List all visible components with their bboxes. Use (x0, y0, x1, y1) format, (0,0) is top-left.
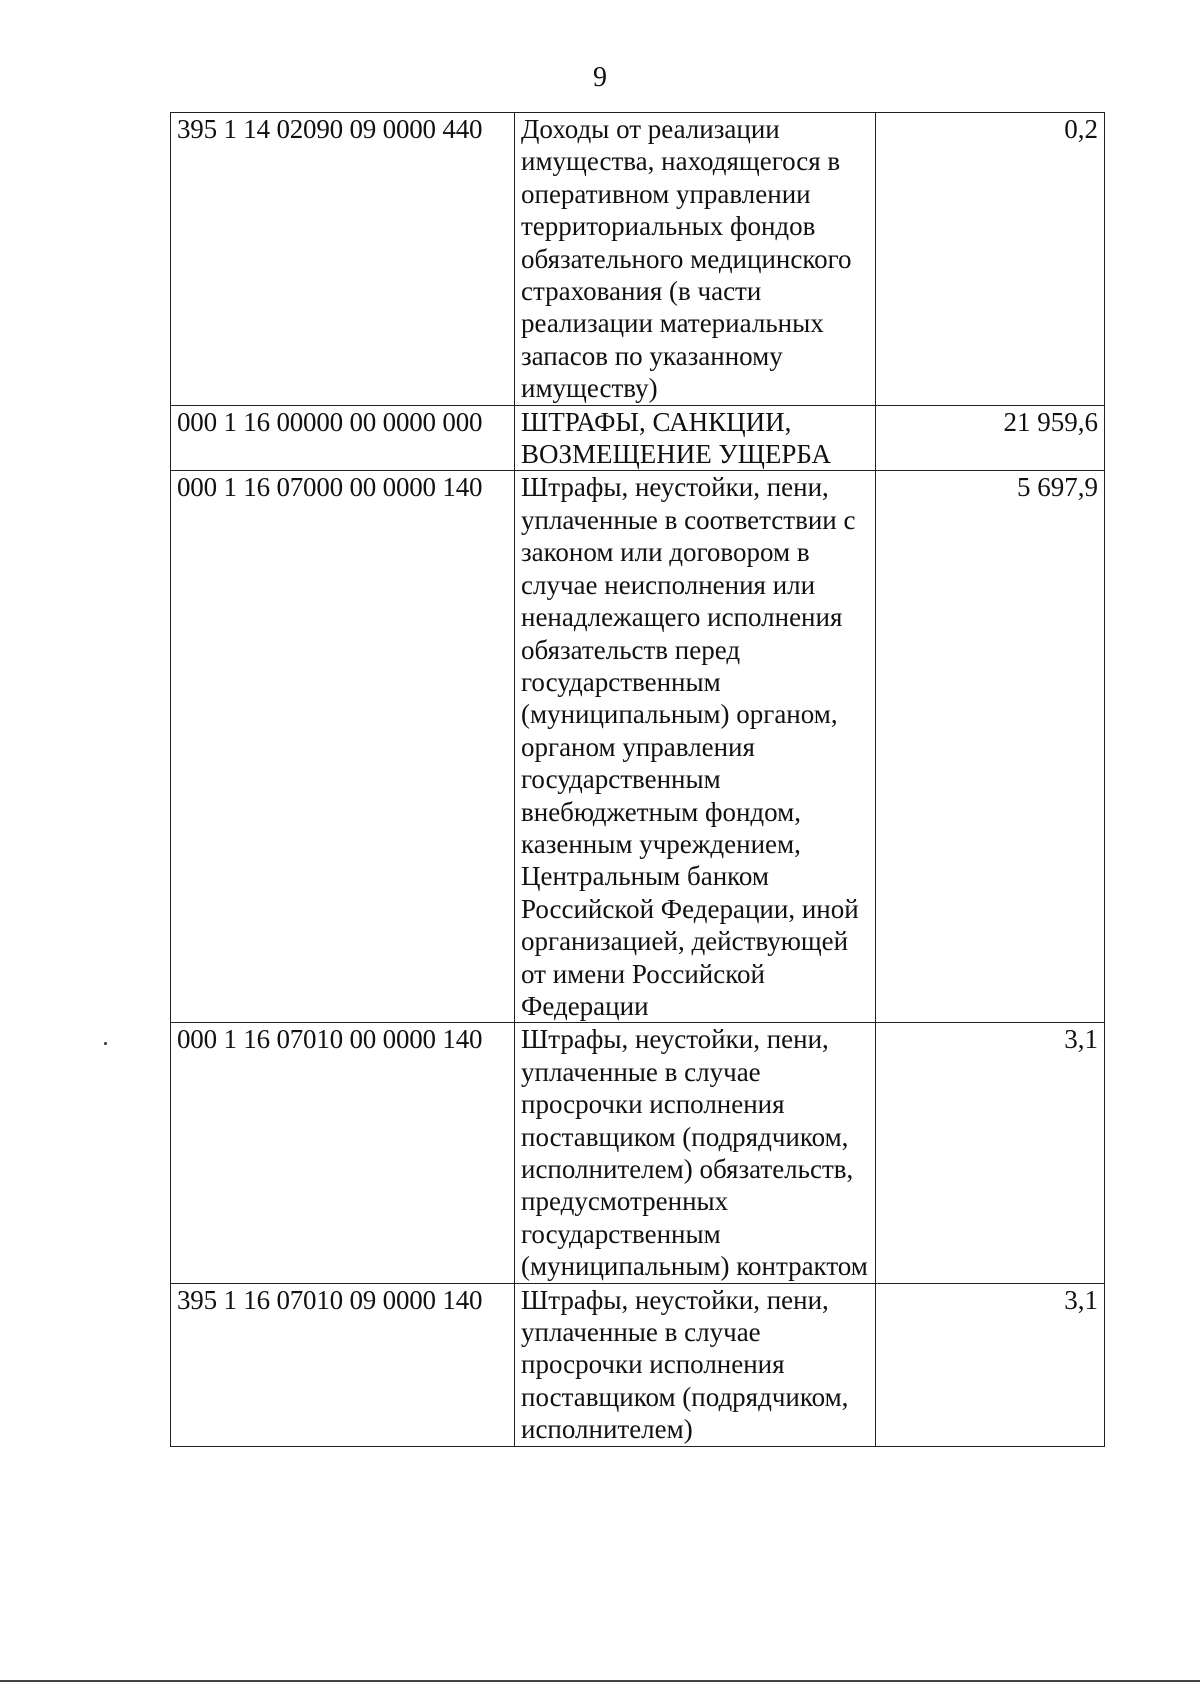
revenue-code-cell: 000 1 16 07000 00 0000 140 (171, 471, 515, 1023)
table-row (171, 1023, 1105, 1283)
revenue-name-cell: Доходы от реализации имущества, находящегося в оперативном управлении территориальных фондов обязательного медицинского страхования (в части реализации материальных запасов по указанному имуществу) (515, 113, 876, 406)
revenue-code-cell: 395 1 14 02090 09 0000 440 (171, 113, 515, 406)
table-row (171, 113, 1105, 406)
scan-speck (104, 1042, 107, 1045)
table-row (171, 1283, 1105, 1446)
table-row (171, 471, 1105, 1023)
revenue-name-cell: Штрафы, неустойки, пени, уплаченные в случае просрочки исполнения поставщиком (подрядчиком, исполнителем) обязательств, предусмотренных государственным (муниципальным) контрактом (515, 1023, 876, 1283)
budget-revenue-table (170, 112, 1105, 1447)
bottom-scan-edge (0, 1680, 1200, 1682)
table-row (171, 405, 1105, 471)
revenue-name-cell: ШТРАФЫ, САНКЦИИ, ВОЗМЕЩЕНИЕ УЩЕРБА (515, 405, 876, 471)
revenue-code-cell: 000 1 16 00000 00 0000 000 (171, 405, 515, 471)
revenue-amount-cell: 21 959,6 (876, 405, 1105, 471)
revenue-amount-cell: 3,1 (876, 1283, 1105, 1446)
revenue-amount-cell: 3,1 (876, 1023, 1105, 1283)
revenue-amount-cell: 5 697,9 (876, 471, 1105, 1023)
revenue-code-cell: 395 1 16 07010 09 0000 140 (171, 1283, 515, 1446)
revenue-amount-cell: 0,2 (876, 113, 1105, 406)
revenue-name-cell: Штрафы, неустойки, пени, уплаченные в случае просрочки исполнения поставщиком (подрядчиком, исполнителем) (515, 1283, 876, 1446)
page-number: 9 (593, 62, 607, 93)
revenue-code-cell: 000 1 16 07010 00 0000 140 (171, 1023, 515, 1283)
revenue-name-cell: Штрафы, неустойки, пени, уплаченные в соответствии с законом или договором в случае неисполнения или ненадлежащего исполнения обязательств перед государственным (муниципальным) органом, органом управления государственным внебюджетным фондом, казенным учреждением, Центральным банком Российской Федерации, иной организацией, действующей от имени Российской Федерации (515, 471, 876, 1023)
